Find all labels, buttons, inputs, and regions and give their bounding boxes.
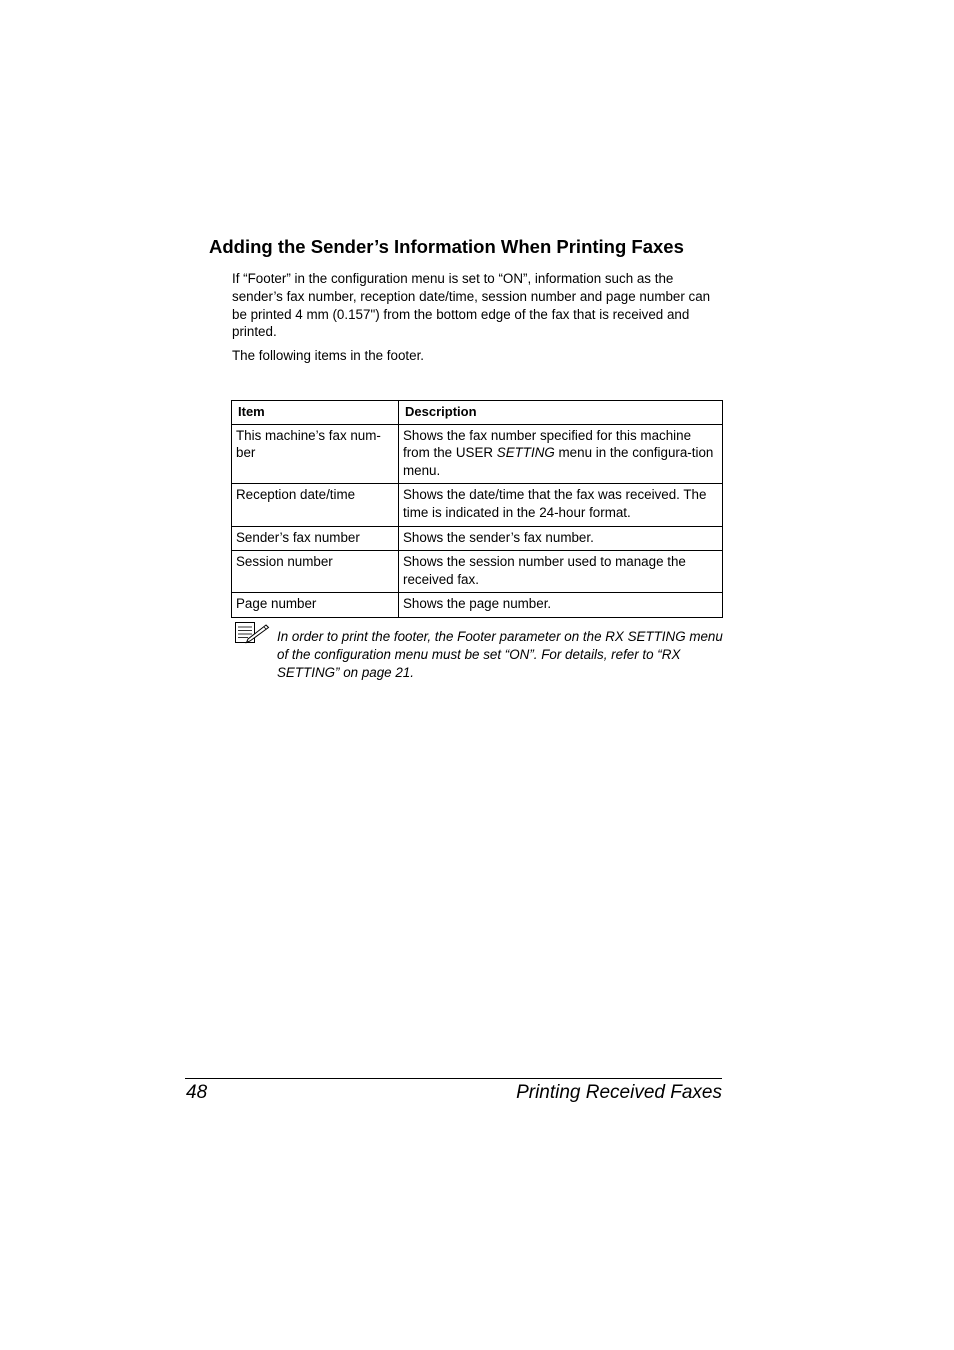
intro-paragraph: If “Footer” in the configuration menu is set to “ON”, information such as the sender’s fax number, reception date/time, session number and page number can be printed 4 mm (0.157") from the bottom edge of the fax that is received and printed.: [232, 271, 711, 340]
description-cell: Shows the page number.: [399, 593, 723, 618]
table-row: [232, 593, 723, 618]
table-row: [232, 551, 723, 593]
column-header-item: Item: [232, 401, 399, 425]
description-text: Shows the fax number specified for this machine from the USER: [403, 427, 692, 461]
section-heading: Adding the Sender’s Information When Printing Faxes: [209, 236, 684, 257]
description-cell: Shows the sender’s fax number.: [399, 526, 723, 551]
item-cell: Sender’s fax number: [232, 526, 399, 551]
footer-items-table: [231, 400, 723, 618]
item-cell: This machine’s fax num-ber: [232, 424, 399, 484]
item-cell: Reception date/time: [232, 484, 399, 526]
table-row: [232, 526, 723, 551]
page-number: 48: [186, 1082, 208, 1103]
table-row: [232, 484, 723, 526]
footer-divider: [185, 1078, 722, 1079]
chapter-title: Printing Received Faxes: [516, 1082, 722, 1103]
description-cell: Shows the session number used to manage the received fax.: [399, 551, 723, 593]
item-cell: Page number: [232, 593, 399, 618]
note-text: In order to print the footer, the Footer parameter on the RX SETTING menu of the configuration menu must be set “ON”. For details, refer to “RX SETTING” on page 21.: [277, 629, 723, 680]
table-row: [232, 424, 723, 484]
note-pencil-icon: [234, 621, 270, 645]
following-paragraph: The following items in the footer.: [232, 348, 425, 363]
table-header-row: [232, 401, 723, 425]
description-cell: Shows the date/time that the fax was received. The time is indicated in the 24-hour format.: [399, 484, 723, 526]
description-italic-text: SETTING: [496, 445, 555, 461]
item-cell: Session number: [232, 551, 399, 593]
description-text: menu in the configura-tion menu.: [403, 445, 714, 478]
description-cell: [399, 424, 723, 484]
column-header-description: Description: [399, 401, 723, 425]
